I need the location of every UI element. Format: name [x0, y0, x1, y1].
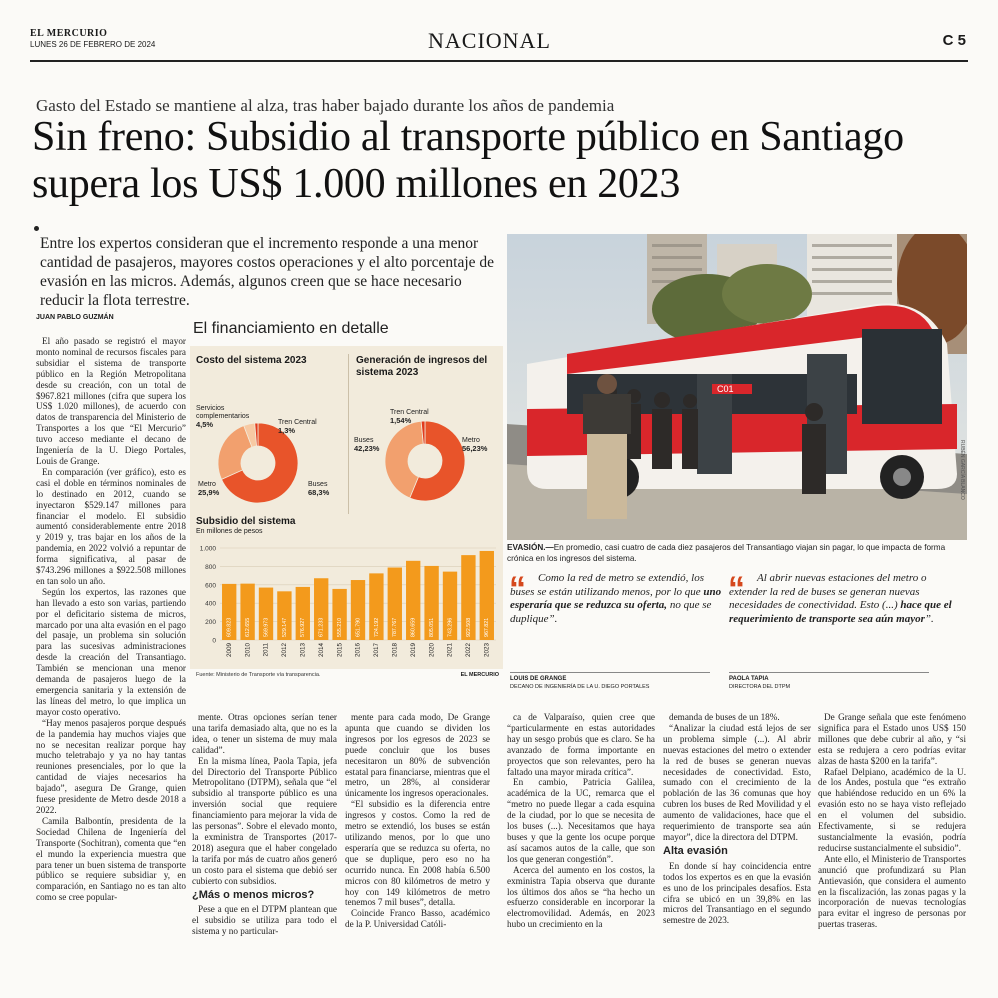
bar-value-label: 967.821 [484, 617, 491, 637]
bus-photo [507, 234, 967, 540]
x-tick-label: 2012 [281, 643, 289, 658]
bar-value-label: 609.823 [226, 617, 233, 637]
issue-date: LUNES 26 DE FEBRERO DE 2024 [30, 40, 156, 49]
infographic-title: El financiamiento en detalle [193, 320, 389, 337]
page-number: C 5 [942, 32, 966, 49]
x-tick-label: 2019 [409, 643, 417, 658]
bar-value-label: 651.790 [355, 617, 362, 637]
masthead [30, 28, 970, 58]
y-tick-label: 800 [205, 563, 216, 571]
y-tick-label: 400 [205, 600, 216, 608]
x-tick-label: 2015 [336, 643, 344, 658]
paragraph: “El subsidio es la diferencia entre ingresos y costos. Como la red de metro se extendió, los buses se están utilizando menos, por lo que uno esperaría que se reduzca su oferta, no que se duplique, pero eso no ha ocurrido nunca. En 2008 había 6.500 micros con 80 kilómetros de metro y hoy con 149 kilómetros de metro tenemos 7 mil buses”, detalla. [345, 799, 490, 908]
masthead-rule [30, 60, 968, 62]
x-tick-label: 2022 [465, 643, 473, 658]
subheading: ¿Más o menos micros? [192, 888, 315, 901]
bar-value-label: 671.233 [318, 617, 325, 637]
quote-role-1: DECANO DE INGENIERÍA DE LA U. DIEGO PORTALES [510, 684, 650, 690]
article-column-1 [36, 336, 186, 986]
quote-mark-1: “ [509, 570, 526, 608]
paragraph: Camila Balbontín, presidenta de la Sociedad Chilena de Ingeniería del Transporte (Sochitran), comenta que “en el mundo la experiencia muestra que para tener un buen sistema de transporte público se requiere subsidiar y, en comparación, en Santiago no es tan alto como se cree popular- [36, 815, 186, 903]
pie-label-metro: Metro 25,9% [198, 481, 220, 497]
infographic-divider [348, 354, 349, 514]
newspaper-name: EL MERCURIO [30, 28, 108, 39]
bar-value-label: 612.655 [245, 617, 252, 637]
bus-photo-illustration [507, 234, 967, 540]
x-tick-label: 2016 [354, 643, 362, 658]
x-tick-label: 2017 [373, 643, 381, 658]
section-name: NACIONAL [428, 28, 551, 53]
bar-value-label: 529.147 [281, 617, 288, 637]
pie-svg-revenue [350, 351, 500, 511]
kicker: Gasto del Estado se mantiene al alza, tras haber bajado durante los años de pandemia [36, 96, 615, 115]
subheading: Alta evasión [663, 844, 728, 857]
pie-label-servicios: Servicios complementarios 4,5% [196, 405, 250, 429]
quote-mark-2: “ [728, 570, 745, 608]
paragraph: En la misma línea, Paola Tapia, jefa del Directorio del Transporte Público Metropolitano (DTPM), señala que “el subsidio al transporte público es una inversión social que requiere financiamiento para mejorar la vida de las personas”. Sobre el elevado monto, la exministra de Transportes (2017-2018) asegura que el haber congelado la tarifa por más de cuatro años generó un costo para el sistema que debió ser cubierto con subsidios. [192, 755, 337, 886]
infographic [190, 318, 503, 680]
article-column-5 [663, 712, 811, 988]
paragraph: mente para cada modo, De Grange apunta que cuando se dividen los ingresos por los egresos de 2023 se puede concluir que los buses necesitaron un 80% de subvención estatal para financiarse, mientras que el metro, un 28%, al considerar únicamente los ingresos operacionales. [345, 712, 490, 799]
bar-value-label: 922.508 [465, 617, 472, 637]
deck: Entre los expertos consideran que el incremento responde a una menor cantidad de pasajeros, mayores costos operaciones y el alto porcentaje de evasión en las micros. Además, algunos creen que se hace necesario reducir la flota terrestre. [40, 235, 495, 309]
bar-value-label: 743.296 [447, 617, 454, 637]
bar-chart-unit: En millones de pesos [196, 528, 263, 535]
caption-text: En promedio, casi cuatro de cada diez pasajeros del Transantiago viajan sin pagar, lo que impacta de forma crónica en los ingresos del sistema. [507, 543, 946, 563]
x-tick-label: 2010 [244, 643, 252, 658]
article-column-4 [507, 712, 655, 988]
bar-value-label: 724.192 [373, 617, 380, 637]
x-tick-label: 2014 [317, 643, 325, 658]
pie-label-buses: Buses 68,3% [308, 481, 330, 497]
pie-label-metro-rev: Metro 56,23% [462, 437, 488, 453]
x-tick-label: 2018 [391, 643, 399, 658]
bar-value-label: 569.973 [263, 617, 270, 637]
paragraph: De Grange señala que este fenómeno significa para el Estado unos US$ 150 millones que debe cubrir al año, y “si esta se redujera a cero podrías evitar alzas de hasta $200 en la tarifa”. [818, 712, 966, 766]
y-tick-label: 200 [205, 619, 216, 627]
infographic-source: Fuente: Ministerio de Transporte vía transparencia. [196, 672, 321, 678]
quote-author-2: PAOLA TAPIA [729, 676, 769, 682]
x-tick-label: 2020 [428, 643, 436, 658]
x-tick-label: 2009 [225, 643, 233, 658]
bar-value-label: 805.051 [429, 617, 436, 637]
y-tick-label: 1.000 [199, 545, 216, 553]
infographic-credit: EL MERCURIO [460, 672, 499, 678]
y-tick-label: 600 [205, 582, 216, 590]
article-column-2 [192, 712, 337, 988]
y-tick-label: 0 [212, 637, 216, 645]
pie-label-buses-rev: Buses 42,23% [354, 437, 380, 453]
bar-chart-svg [190, 540, 503, 666]
paragraph: Según los expertos, las razones que han llevado a esto son varias, partiendo por el deficitario sistema de micros, marcado por una alta evasión en el pago del pasaje, un problema sin solución para las sucesivas administraciones desde la creación del Transantiago. También se mencionan una menor demanda de pasajeros luego de la emergencia sanitaria y la extensión de las líneas del metro, lo que implica un mayor costo operativo. [36, 586, 186, 717]
photo-caption [507, 542, 967, 564]
pie-title-costs: Costo del sistema 2023 [196, 355, 307, 366]
article-column-3 [345, 712, 490, 988]
pie-title-revenue: Generación de ingresos del sistema 2023 [356, 355, 488, 378]
x-tick-label: 2021 [446, 643, 454, 658]
paragraph: En donde sí hay coincidencia entre todos los expertos es en que la evasión es uno de los principales desafíos. Esta cifra se ubicó en un 39,8% en las micros del Transantiago en el segundo semestre de 2023. [663, 860, 811, 926]
paragraph: En cambio, Patricia Galilea, académica de la UC, remarca que el “metro no puede llegar a cada esquina de la ciudad, por lo que se necesita de los buses (...). Necesitamos que haya buses y que la gente los ocupe porque así sacamos autos de la calle, que son los que generan congestión”. [507, 777, 655, 864]
paragraph: demanda de buses de un 18%. [669, 712, 780, 722]
bar-chart-title: Subsidio del sistema [196, 516, 296, 527]
pie-chart-revenue [350, 351, 500, 511]
paragraph: El año pasado se registró el mayor monto nominal de recursos fiscales para subsidiar el sistema de transporte público en la Región Metropolitana desde su creación, con un total de $967.821 millones (cifra que supera los US$ 1.020 millones), de acuerdo con datos de transparencia del Ministerio de Transportes a los que “El Mercurio” tuvo acceso mediante el decano de Ingeniería de la U. Diego Portales, Louis de Grange. [36, 336, 186, 466]
paragraph: Pese a que en el DTPM plantean que el subsidio se utiliza para todo el sistema y no particular- [192, 904, 337, 937]
paragraph: Coincide Franco Basso, académico de la P. Universidad Católi- [345, 908, 490, 930]
pull-quote-2: Al abrir nuevas estaciones del metro o extender la red de buses se generan nuevas necesidades de conectividad. Esto (...) hace que el requerimiento de transporte sea aún mayor”. [729, 572, 952, 625]
pull-quote-1: Como la red de metro se extendió, los buses se están utilizando menos, por lo que uno esperaría que se reduzca su oferta, no que se duplique”. [510, 572, 722, 625]
paragraph: mente. Otras opciones serían tener una tarifa demasiado alta, que no es la idea, o tener un sistema de muy mala calidad”. [192, 712, 337, 755]
article-column-6 [818, 712, 966, 988]
bullet-dot [34, 226, 39, 231]
pie-label-tren-central-rev: Tren Central 1,54% [390, 409, 429, 425]
quote-author-1: LOUIS DE GRANGE [510, 676, 567, 682]
paragraph: Acerca del aumento en los costos, la exministra Tapia observa que durante los últimos dos años se “ha hecho un esfuerzo considerable en incorporar la electromovilidad. Además, en 2023 hubo un crecimiento en la [507, 864, 655, 930]
quote-rule-2 [729, 672, 929, 673]
byline: JUAN PABLO GUZMÁN [36, 314, 114, 321]
paragraph: “Hay menos pasajeros porque después de la pandemia hay muchos viajes que no se necesitan realizar porque hay mucho teletrabajo y ya no hay tantas reuniones presenciales, por lo que la cantidad de viajes necesarios ha bajado”, asegura De Grange, quien fuese presidente de Metro desde 2018 a 2022. [36, 717, 186, 815]
quote-rule-1 [510, 672, 710, 673]
bar-value-label: 555.210 [337, 617, 344, 637]
bus-route-sign: C01 [717, 384, 734, 394]
bar-value-label: 860.659 [410, 617, 417, 637]
paragraph: “Analizar la ciudad está lejos de ser un problema simple (...). Al abrir nuevas estaciones del metro o extender la red de buses se generan nuevas necesidades de conectividad. Esto, sumado con el crecimiento de la población de las 36 comunas que hoy cubren los buses de Red Movilidad y el aumento de validaciones, hace que el requerimiento de transporte sea aún mayor”, dice la directora del DTPM. [663, 722, 811, 842]
headline: Sin freno: Subsidio al transporte público en Santiago supera los US$ 1.000 millones en 2023 [32, 114, 904, 207]
paragraph: En comparación (ver gráfico), esto es casi el doble en términos nominales de lo destinado en 2012, cuando se inyectaron $529.147 millones para financiar el modelo. El subsidio aumentó considerablemente entre 2018 y 2019 y, tras bajar en los años de la pandemia, en 2022 volvió a repuntar de forma significativa, al pasar de $743.296 millones a $922.508 millones en tan solo un año. [36, 466, 186, 586]
paragraph: Ante ello, el Ministerio de Transportes anunció que profundizará su Plan Antievasión, que considera el aumento en la fiscalización, las zonas pagas y la incorporación de nuevas tecnologías para evitar el ingreso de personas por puertas traseras. [818, 853, 966, 930]
x-tick-label: 2011 [262, 643, 270, 657]
pie-chart-costs [190, 351, 340, 511]
x-tick-label: 2023 [483, 643, 491, 658]
x-tick-label: 2013 [299, 643, 307, 658]
quote-role-2: DIRECTORA DEL DTPM [729, 684, 791, 690]
paragraph: ca de Valparaíso, quien cree que “particularmente en estas autoridades hay un sesgo probús que es claro. Se ha avanzado de forma importante en proyectos que son relevantes, pero ha faltado una mayor mirada crítica”. [507, 712, 655, 777]
pie-label-tren-central: Tren Central 1,3% [278, 419, 317, 435]
bar-value-label: 576.927 [300, 617, 307, 637]
bar-value-label: 787.767 [392, 617, 399, 637]
caption-label: EVASIÓN.— [507, 543, 554, 552]
paragraph: Rafael Delpiano, académico de la U. de los Andes, postula que “es extraño que habiéndose reducido en un 6% la evasión esto no se haya visto reflejado en el volumen del subsidio. Efectivamente, si se redujera sustancialmente la evasión, podría reducirse sustancialmente el subsidio”. [818, 766, 966, 853]
photo-credit: RUBÉN GARCÍA BLANCO [959, 440, 965, 500]
